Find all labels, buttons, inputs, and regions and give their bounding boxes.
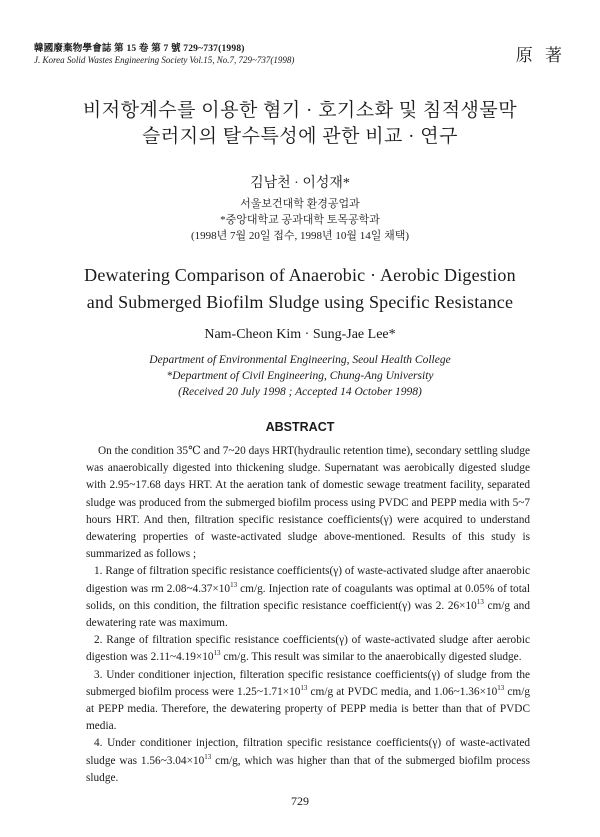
english-authors: Nam-Cheon Kim · Sung-Jae Lee* (204, 327, 396, 342)
korean-affiliations (0, 196, 600, 244)
korean-title (0, 98, 600, 150)
english-title-line1: Dewatering Comparison of Anaerobic · Aerobic Digestion (84, 265, 516, 285)
page-number: 729 (291, 794, 309, 808)
korean-title-line1: 비저항계수를 이용한 혐기 · 호기소화 및 침적생물막 (82, 100, 518, 121)
korean-title-line2: 슬러지의 탈수특성에 관한 비교 · 연구 (142, 126, 458, 147)
abstract-body (86, 443, 530, 787)
korean-affil-2: *중앙대학교 공과대학 토목공학과 (220, 214, 380, 226)
english-title-line2: and Submerged Biofilm Sludge using Specific Resistance (86, 292, 514, 312)
abstract-paragraph: On the condition 35℃ and 7~20 days HRT(hydraulic retention time), secondary settling sludge was anaerobically digested into thickening sludge. Supernatant was aerobically digested sludge with 2.95~17.68 days HRT. At the aeration tank of domestic sewage treatment facility, separated sludge was produced from the submerged biofilm process using PVDC and PEPP media with 5~7 hours HRT. And then, filtration specific resistance coefficients(γ) were acquired to understand dewatering properties of waste-activated sludge above-mentioned. Results of this study is summarized as follows ; (86, 445, 530, 561)
article-type-tag: 原 著 (515, 46, 566, 65)
result-item-4: 4. Under conditioner injection, filtration specific resistance coefficients(γ) of waste-activated sludge was $1.56\sim 3.04\times 10^{13}$ cm/g, which was higher than that of the submerged biofilm process sludge. (86, 737, 531, 784)
english-title (0, 262, 600, 316)
english-affil-1: Department of Environmental Engineering, Seoul Health College (149, 354, 451, 366)
korean-authors: 김남천 · 이성재* (250, 176, 350, 191)
result-item-1: 1. Range of filtration specific resistance coefficients(γ) of waste-activated sludge after anaerobic digestion was rm $2.08\sim 4.37\times 10^{13}$ cm/g. Injection rate of coagulants was optimal at 0.05% of total solids, on this condition, the filtration specific resistance coefficient(γ) was 2. $26\times 10^{13}$ cm/g and dewatering rate was maximum. (86, 565, 530, 630)
journal-title-english: J. Korea Solid Wastes Engineering Society Vol.15, No.7, 729~737(1998) (34, 55, 295, 65)
english-affil-2: *Department of Civil Engineering, Chung-Ang University (166, 370, 434, 382)
result-item-3: 3. Under conditioner injection, filteration specific resistance coefficients(γ) of sludge from the submerged biofilm process were $1.25\sim 1.71\times 10^{13}$ cm/g at PVDC media, and $1.06\sim 1.36\times 10^{13}$ cm/g at PEPP media. Therefore, the dewatering property of PEPP media is better than that of PVDC media. (86, 668, 530, 733)
abstract-heading: ABSTRACT (265, 420, 335, 434)
english-affiliations (0, 352, 600, 400)
english-received: (Received 20 July 1998 ; Accepted 14 October 1998) (178, 386, 422, 398)
journal-header (34, 44, 474, 66)
result-item-2: 2. Range of filtration specific resistance coefficients(γ) of waste-activated sludge after aerobic digestion was $2.11\sim 4.19\times 10^{13}$ cm/g. This result was similar to the anaerobically digested sludge. (86, 634, 530, 664)
journal-title-korean: 韓國廢棄物學會誌 第 15 卷 第 7 號 729~737(1998) (34, 44, 245, 54)
korean-affil-1: 서울보건대학 환경공업과 (240, 198, 360, 210)
korean-received: (1998년 7월 20일 접수, 1998년 10월 14일 채택) (190, 230, 410, 242)
